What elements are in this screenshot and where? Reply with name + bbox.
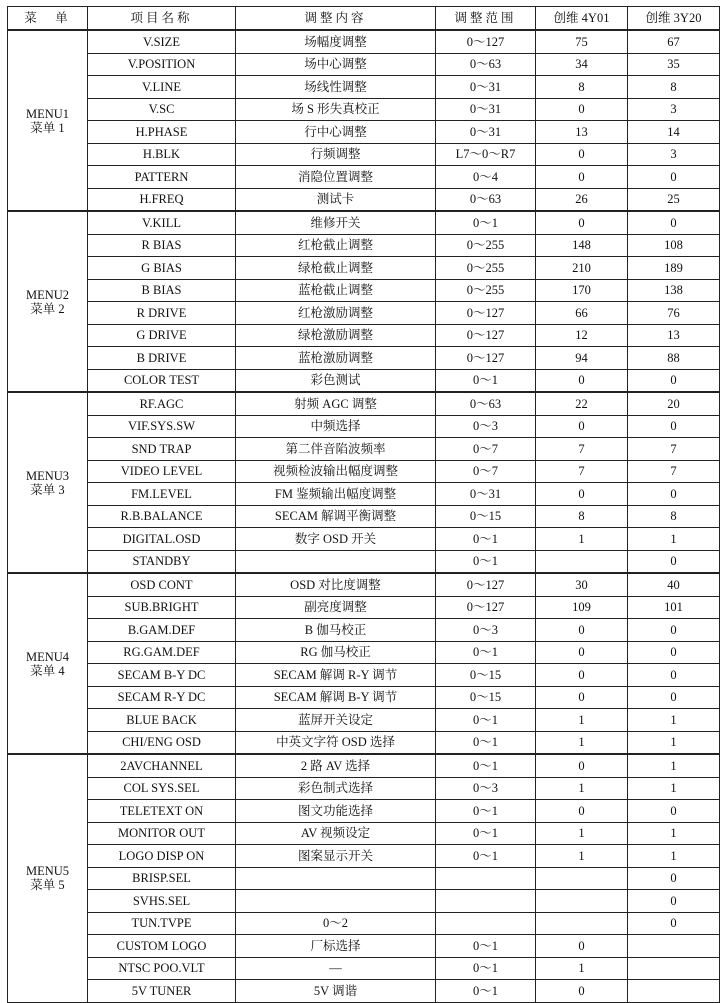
adjust-content-cell: 红枪激励调整: [236, 302, 436, 325]
table-row: [8, 324, 720, 347]
item-name-cell: BLUE BACK: [88, 709, 236, 732]
adjust-content-cell: 蓝枪激励调整: [236, 347, 436, 370]
value-3y20-cell: 0: [628, 211, 720, 234]
header-value-3y20: 创维 3Y20: [628, 7, 720, 31]
adjust-content-cell: 场线性调整: [236, 76, 436, 99]
adjust-content-cell: [236, 550, 436, 573]
adjust-range-cell: 0～31: [436, 121, 536, 144]
item-name-cell: V.POSITION: [88, 53, 236, 76]
adjust-range-cell: 0～1: [436, 957, 536, 980]
value-4y01-cell: [536, 550, 628, 573]
value-3y20-cell: 0: [628, 641, 720, 664]
adjust-range-cell: 0～3: [436, 777, 536, 800]
value-3y20-cell: [628, 957, 720, 980]
value-4y01-cell: 0: [536, 143, 628, 166]
value-4y01-cell: 0: [536, 686, 628, 709]
value-3y20-cell: [628, 935, 720, 958]
item-name-cell: R BIAS: [88, 234, 236, 257]
value-4y01-cell: 7: [536, 438, 628, 461]
table-row: [8, 460, 720, 483]
item-name-cell: LOGO DISP ON: [88, 845, 236, 868]
adjust-content-cell: 绿枪截止调整: [236, 257, 436, 280]
value-4y01-cell: 0: [536, 800, 628, 823]
value-3y20-cell: 0: [628, 619, 720, 642]
table-row: [8, 709, 720, 732]
adjust-content-cell: 绿枪激励调整: [236, 324, 436, 347]
menu-label-cell: [8, 754, 88, 1002]
header-menu: 菜 单: [8, 7, 88, 31]
adjust-content-cell: SECAM 解调平衡调整: [236, 505, 436, 528]
menu-chinese-label: 菜单 5: [30, 878, 65, 893]
adjust-content-cell: 5V 调谐: [236, 980, 436, 1003]
value-3y20-cell: 0: [628, 483, 720, 506]
value-3y20-cell: 0: [628, 800, 720, 823]
table-row: [8, 731, 720, 754]
value-4y01-cell: 0: [536, 98, 628, 121]
table-row: [8, 664, 720, 687]
adjust-content-cell: [236, 890, 436, 913]
value-3y20-cell: 40: [628, 573, 720, 596]
adjust-range-cell: [436, 912, 536, 935]
table-row: [8, 415, 720, 438]
value-4y01-cell: 1: [536, 957, 628, 980]
table-row: [8, 550, 720, 573]
value-4y01-cell: 7: [536, 460, 628, 483]
value-3y20-cell: 7: [628, 460, 720, 483]
adjust-content-cell: 消隐位置调整: [236, 166, 436, 189]
header-row: [8, 7, 720, 31]
value-3y20-cell: 1: [628, 731, 720, 754]
item-name-cell: PATTERN: [88, 166, 236, 189]
value-4y01-cell: 1: [536, 731, 628, 754]
value-3y20-cell: 189: [628, 257, 720, 280]
value-4y01-cell: 1: [536, 528, 628, 551]
table-row: [8, 188, 720, 211]
adjust-range-cell: 0～1: [436, 754, 536, 777]
value-3y20-cell: 7: [628, 438, 720, 461]
adjust-range-cell: 0～31: [436, 98, 536, 121]
table-row: [8, 822, 720, 845]
header-content: 调整内容: [236, 7, 436, 31]
item-name-cell: TUN.TVPE: [88, 912, 236, 935]
table-row: [8, 483, 720, 506]
adjust-range-cell: 0～7: [436, 460, 536, 483]
value-4y01-cell: 0: [536, 619, 628, 642]
table-row: [8, 211, 720, 234]
table-row: [8, 121, 720, 144]
value-3y20-cell: 13: [628, 324, 720, 347]
item-name-cell: B DRIVE: [88, 347, 236, 370]
item-name-cell: SUB.BRIGHT: [88, 596, 236, 619]
menu-code: MENU2: [25, 287, 70, 302]
value-4y01-cell: 34: [536, 53, 628, 76]
menu-chinese-label: 菜单 4: [30, 663, 65, 678]
value-3y20-cell: 0: [628, 686, 720, 709]
adjust-range-cell: 0～1: [436, 822, 536, 845]
value-3y20-cell: 67: [628, 30, 720, 53]
item-name-cell: SECAM B-Y DC: [88, 664, 236, 687]
value-4y01-cell: 1: [536, 845, 628, 868]
adjust-content-cell: 行频调整: [236, 143, 436, 166]
value-4y01-cell: 22: [536, 392, 628, 415]
adjust-content-cell: 第二伴音陷波频率: [236, 438, 436, 461]
item-name-cell: B.GAM.DEF: [88, 619, 236, 642]
adjust-range-cell: 0～63: [436, 392, 536, 415]
adjust-range-cell: 0～127: [436, 596, 536, 619]
adjust-content-cell: 副亮度调整: [236, 596, 436, 619]
value-4y01-cell: 8: [536, 505, 628, 528]
adjust-range-cell: 0～255: [436, 234, 536, 257]
value-3y20-cell: 0: [628, 664, 720, 687]
adjust-range-cell: 0～4: [436, 166, 536, 189]
table-row: [8, 528, 720, 551]
value-3y20-cell: 3: [628, 98, 720, 121]
menu-code: MENU1: [25, 106, 70, 121]
menu-group: [8, 30, 720, 211]
header-item: 项目名称: [88, 7, 236, 31]
table-row: [8, 347, 720, 370]
adjust-range-cell: 0～3: [436, 415, 536, 438]
adjust-range-cell: 0～127: [436, 324, 536, 347]
value-3y20-cell: 0: [628, 890, 720, 913]
table-row: [8, 279, 720, 302]
value-4y01-cell: 170: [536, 279, 628, 302]
value-3y20-cell: 0: [628, 369, 720, 392]
value-4y01-cell: 0: [536, 483, 628, 506]
adjust-content-cell: 厂标选择: [236, 935, 436, 958]
value-4y01-cell: 0: [536, 935, 628, 958]
table-row: [8, 867, 720, 890]
value-4y01-cell: 0: [536, 166, 628, 189]
item-name-cell: STANDBY: [88, 550, 236, 573]
item-name-cell: NTSC POO.VLT: [88, 957, 236, 980]
adjust-range-cell: 0～127: [436, 573, 536, 596]
adjust-range-cell: 0～31: [436, 76, 536, 99]
value-3y20-cell: 1: [628, 709, 720, 732]
adjust-range-cell: [436, 867, 536, 890]
header-range: 调整范围: [436, 7, 536, 31]
adjust-range-cell: 0～1: [436, 369, 536, 392]
adjust-range-cell: 0～1: [436, 980, 536, 1003]
adjust-content-cell: 2 路 AV 选择: [236, 754, 436, 777]
adjust-range-cell: 0～1: [436, 709, 536, 732]
value-3y20-cell: 20: [628, 392, 720, 415]
value-4y01-cell: 0: [536, 369, 628, 392]
table-row: [8, 935, 720, 958]
value-4y01-cell: [536, 912, 628, 935]
value-3y20-cell: 1: [628, 754, 720, 777]
item-name-cell: MONITOR OUT: [88, 822, 236, 845]
adjust-content-cell: 数字 OSD 开关: [236, 528, 436, 551]
adjust-range-cell: 0～63: [436, 53, 536, 76]
table-row: [8, 619, 720, 642]
value-3y20-cell: 88: [628, 347, 720, 370]
adjust-range-cell: 0～15: [436, 505, 536, 528]
item-name-cell: 2AVCHANNEL: [88, 754, 236, 777]
table-row: [8, 573, 720, 596]
adjust-content-cell: 蓝屏开关设定: [236, 709, 436, 732]
item-name-cell: V.KILL: [88, 211, 236, 234]
value-4y01-cell: 210: [536, 257, 628, 280]
value-3y20-cell: 8: [628, 505, 720, 528]
table-row: [8, 53, 720, 76]
table-row: [8, 505, 720, 528]
value-4y01-cell: [536, 867, 628, 890]
item-name-cell: 5V TUNER: [88, 980, 236, 1003]
adjust-content-cell: AV 视频设定: [236, 822, 436, 845]
value-4y01-cell: 66: [536, 302, 628, 325]
adjust-content-cell: 红枪截止调整: [236, 234, 436, 257]
adjust-range-cell: 0～127: [436, 302, 536, 325]
value-3y20-cell: 14: [628, 121, 720, 144]
adjust-range-cell: 0～1: [436, 550, 536, 573]
adjust-content-cell: 测试卡: [236, 188, 436, 211]
adjust-range-cell: 0～1: [436, 641, 536, 664]
item-name-cell: RG.GAM.DEF: [88, 641, 236, 664]
item-name-cell: VIF.SYS.SW: [88, 415, 236, 438]
header-value-4y01: 创维 4Y01: [536, 7, 628, 31]
item-name-cell: CUSTOM LOGO: [88, 935, 236, 958]
item-name-cell: OSD CONT: [88, 573, 236, 596]
item-name-cell: R.B.BALANCE: [88, 505, 236, 528]
value-4y01-cell: 26: [536, 188, 628, 211]
adjust-content-cell: SECAM 解调 B-Y 调节: [236, 686, 436, 709]
menu-group: [8, 211, 720, 392]
value-4y01-cell: 0: [536, 664, 628, 687]
adjust-range-cell: 0～1: [436, 800, 536, 823]
menu-group: [8, 573, 720, 754]
item-name-cell: V.SIZE: [88, 30, 236, 53]
menu-chinese-label: 菜单 2: [30, 301, 65, 316]
value-3y20-cell: 8: [628, 76, 720, 99]
value-4y01-cell: 109: [536, 596, 628, 619]
item-name-cell: SECAM R-Y DC: [88, 686, 236, 709]
adjust-content-cell: 行中心调整: [236, 121, 436, 144]
adjust-range-cell: 0～1: [436, 935, 536, 958]
item-name-cell: G DRIVE: [88, 324, 236, 347]
value-3y20-cell: 108: [628, 234, 720, 257]
adjust-range-cell: 0～1: [436, 528, 536, 551]
item-name-cell: V.SC: [88, 98, 236, 121]
value-4y01-cell: 12: [536, 324, 628, 347]
item-name-cell: BRISP.SEL: [88, 867, 236, 890]
menu-code: MENU4: [25, 649, 70, 664]
value-3y20-cell: 0: [628, 912, 720, 935]
table-row: [8, 76, 720, 99]
table-row: [8, 30, 720, 53]
value-3y20-cell: 3: [628, 143, 720, 166]
table-row: [8, 845, 720, 868]
table-row: [8, 392, 720, 415]
table-row: [8, 754, 720, 777]
adjust-content-cell: B 伽马校正: [236, 619, 436, 642]
item-name-cell: FM.LEVEL: [88, 483, 236, 506]
value-4y01-cell: 0: [536, 754, 628, 777]
value-4y01-cell: 94: [536, 347, 628, 370]
value-3y20-cell: 0: [628, 415, 720, 438]
value-3y20-cell: 35: [628, 53, 720, 76]
item-name-cell: VIDEO LEVEL: [88, 460, 236, 483]
item-name-cell: H.FREQ: [88, 188, 236, 211]
value-3y20-cell: 0: [628, 867, 720, 890]
table-row: [8, 957, 720, 980]
table-row: [8, 980, 720, 1003]
adjust-range-cell: 0～63: [436, 188, 536, 211]
table-row: [8, 777, 720, 800]
menu-code: MENU5: [25, 864, 70, 879]
adjust-range-cell: 0～127: [436, 30, 536, 53]
item-name-cell: SND TRAP: [88, 438, 236, 461]
table-row: [8, 143, 720, 166]
adjust-content-cell: 图文功能选择: [236, 800, 436, 823]
adjust-content-cell: [236, 867, 436, 890]
value-3y20-cell: 76: [628, 302, 720, 325]
adjust-content-cell: 视频检波输出幅度调整: [236, 460, 436, 483]
table-row: [8, 234, 720, 257]
table-row: [8, 98, 720, 121]
value-4y01-cell: 1: [536, 822, 628, 845]
item-name-cell: V.LINE: [88, 76, 236, 99]
adjust-range-cell: 0～3: [436, 619, 536, 642]
table-row: [8, 369, 720, 392]
value-3y20-cell: 1: [628, 822, 720, 845]
item-name-cell: H.BLK: [88, 143, 236, 166]
adjust-range-cell: 0～7: [436, 438, 536, 461]
item-name-cell: SVHS.SEL: [88, 890, 236, 913]
value-4y01-cell: 1: [536, 709, 628, 732]
adjust-range-cell: 0～1: [436, 845, 536, 868]
table-row: [8, 166, 720, 189]
value-4y01-cell: 1: [536, 777, 628, 800]
value-3y20-cell: 0: [628, 166, 720, 189]
adjust-content-cell: 场中心调整: [236, 53, 436, 76]
adjust-range-cell: 0～31: [436, 483, 536, 506]
table-row: [8, 890, 720, 913]
item-name-cell: COL SYS.SEL: [88, 777, 236, 800]
value-4y01-cell: 30: [536, 573, 628, 596]
menu-label-cell: [8, 392, 88, 573]
adjust-content-cell: OSD 对比度调整: [236, 573, 436, 596]
item-name-cell: TELETEXT ON: [88, 800, 236, 823]
value-3y20-cell: 101: [628, 596, 720, 619]
table-row: [8, 912, 720, 935]
item-name-cell: R DRIVE: [88, 302, 236, 325]
value-4y01-cell: 0: [536, 211, 628, 234]
menu-group: [8, 392, 720, 573]
table-row: [8, 596, 720, 619]
adjust-content-cell: 彩色制式选择: [236, 777, 436, 800]
adjust-content-cell: —: [236, 957, 436, 980]
value-3y20-cell: 25: [628, 188, 720, 211]
adjust-content-cell: 0～2: [236, 912, 436, 935]
adjust-content-cell: FM 鉴频输出幅度调整: [236, 483, 436, 506]
value-3y20-cell: [628, 980, 720, 1003]
adjust-content-cell: 场幅度调整: [236, 30, 436, 53]
adjust-range-cell: 0～15: [436, 664, 536, 687]
table-row: [8, 686, 720, 709]
adjust-range-cell: 0～1: [436, 211, 536, 234]
table-row: [8, 800, 720, 823]
menu-label-cell: [8, 211, 88, 392]
adjust-content-cell: 彩色测试: [236, 369, 436, 392]
adjust-content-cell: 场 S 形失真校正: [236, 98, 436, 121]
item-name-cell: COLOR TEST: [88, 369, 236, 392]
adjust-content-cell: SECAM 解调 R-Y 调节: [236, 664, 436, 687]
value-3y20-cell: 1: [628, 528, 720, 551]
adjust-content-cell: 中英文字符 OSD 选择: [236, 731, 436, 754]
adjust-range-cell: 0～255: [436, 279, 536, 302]
menu-parameter-table: [7, 6, 720, 1003]
adjust-range-cell: L7～0～R7: [436, 143, 536, 166]
menu-chinese-label: 菜单 1: [30, 120, 65, 135]
value-3y20-cell: 138: [628, 279, 720, 302]
value-4y01-cell: 0: [536, 415, 628, 438]
item-name-cell: DIGITAL.OSD: [88, 528, 236, 551]
adjust-range-cell: 0～15: [436, 686, 536, 709]
table-row: [8, 257, 720, 280]
adjust-content-cell: 蓝枪截止调整: [236, 279, 436, 302]
menu-label-cell: [8, 573, 88, 754]
value-4y01-cell: 0: [536, 980, 628, 1003]
value-3y20-cell: 1: [628, 777, 720, 800]
adjust-range-cell: [436, 890, 536, 913]
table-row: [8, 438, 720, 461]
item-name-cell: H.PHASE: [88, 121, 236, 144]
value-4y01-cell: 148: [536, 234, 628, 257]
table-row: [8, 641, 720, 664]
item-name-cell: RF.AGC: [88, 392, 236, 415]
adjust-range-cell: 0～255: [436, 257, 536, 280]
adjust-content-cell: 中频选择: [236, 415, 436, 438]
adjust-content-cell: 射频 AGC 调整: [236, 392, 436, 415]
value-4y01-cell: 8: [536, 76, 628, 99]
menu-code: MENU3: [25, 468, 70, 483]
adjust-content-cell: RG 伽马校正: [236, 641, 436, 664]
adjust-range-cell: 0～1: [436, 731, 536, 754]
adjust-content-cell: 维修开关: [236, 211, 436, 234]
menu-chinese-label: 菜单 3: [30, 482, 65, 497]
value-4y01-cell: [536, 890, 628, 913]
menu-group: [8, 754, 720, 1002]
value-4y01-cell: 0: [536, 641, 628, 664]
adjust-range-cell: 0～127: [436, 347, 536, 370]
value-3y20-cell: 1: [628, 845, 720, 868]
item-name-cell: B BIAS: [88, 279, 236, 302]
value-4y01-cell: 75: [536, 30, 628, 53]
adjust-content-cell: 图案显示开关: [236, 845, 436, 868]
value-4y01-cell: 13: [536, 121, 628, 144]
item-name-cell: G BIAS: [88, 257, 236, 280]
value-3y20-cell: 0: [628, 550, 720, 573]
item-name-cell: CHI/ENG OSD: [88, 731, 236, 754]
table-row: [8, 302, 720, 325]
menu-label-cell: [8, 30, 88, 211]
